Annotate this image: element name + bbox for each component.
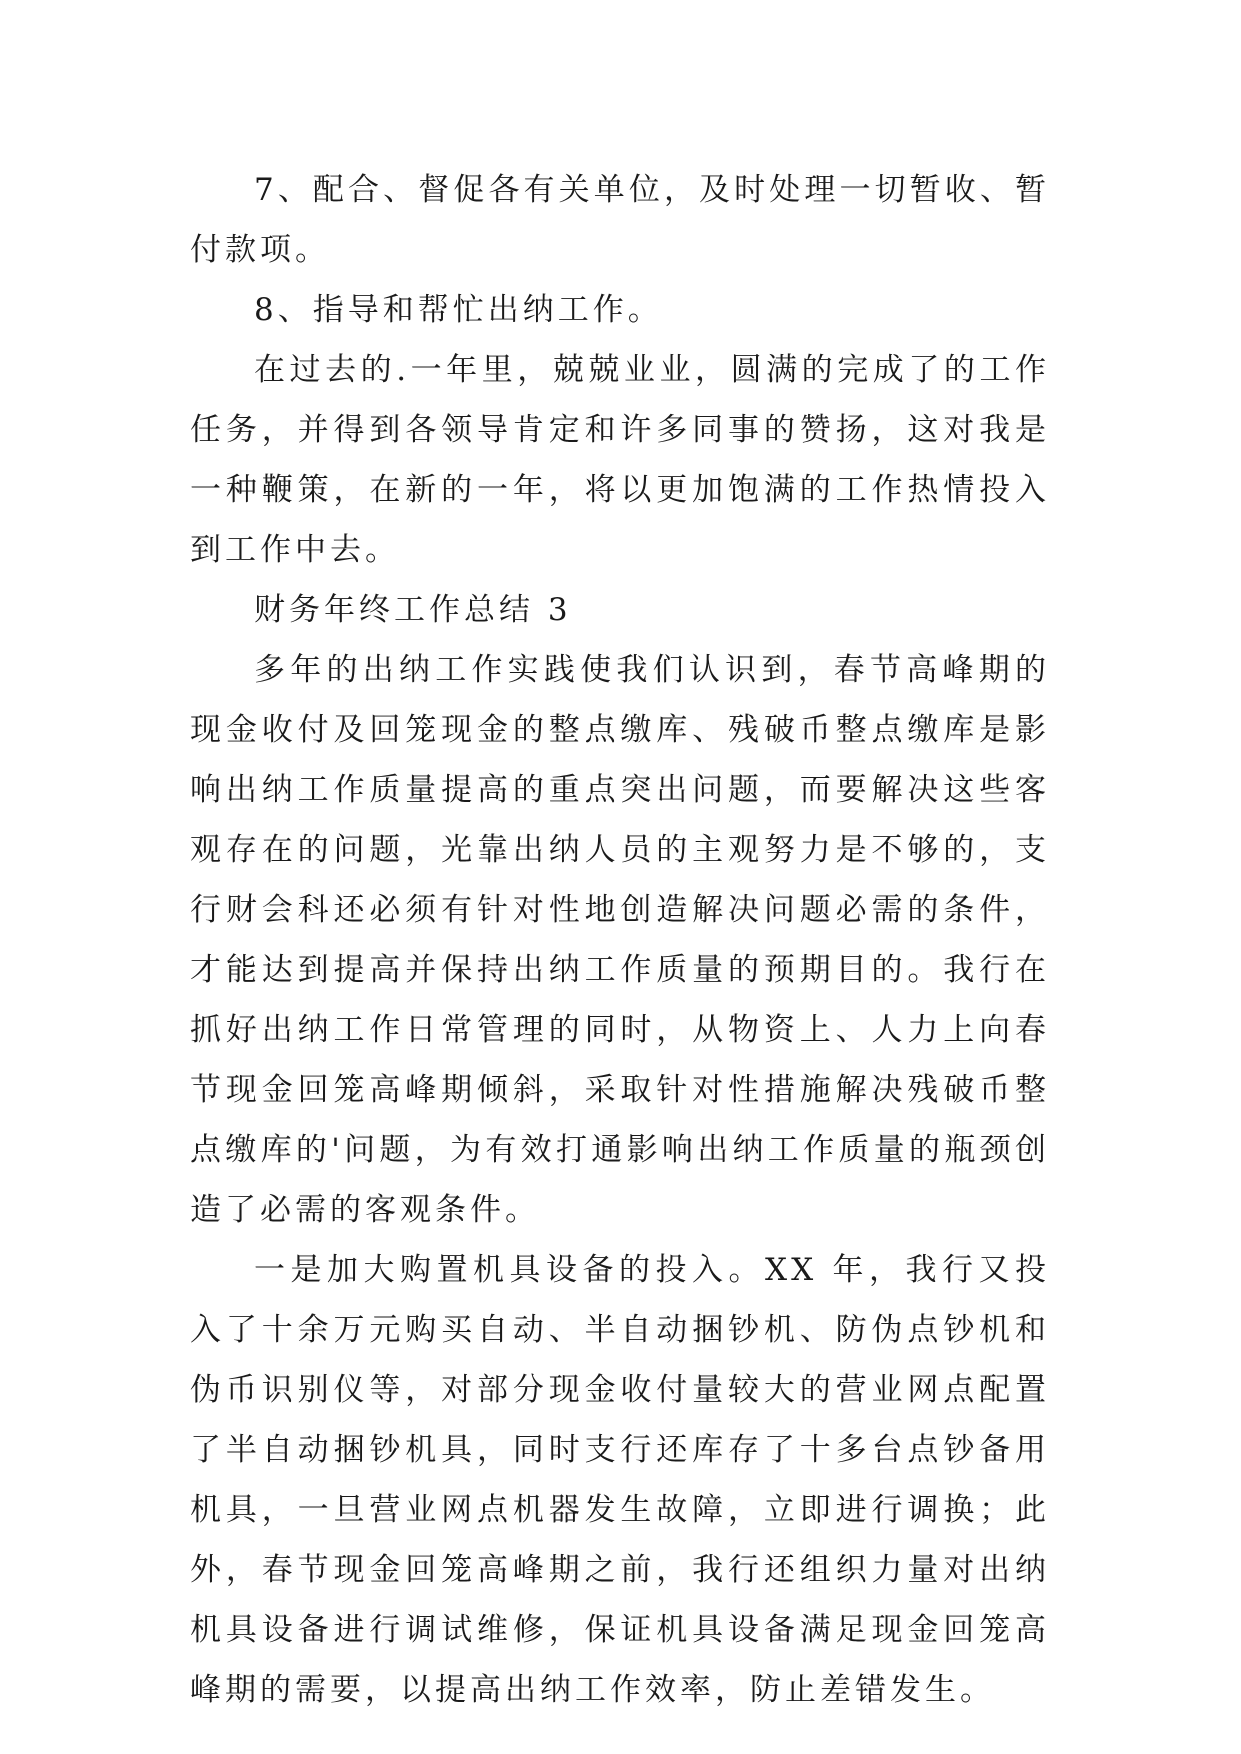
paragraph-equipment-investment: 一是加大购置机具设备的投入。XX 年，我行又投入了十余万元购买自动、半自动捆钞机、防伪点钞机和伪币识别仪等，对部分现金收付量较大的营业网点配置了半自动捆钞机具，同时支行还库存了十多台点钞备用机具，一旦营业网点机器发生故障，立即进行调换；此外，春节现金回笼高峰期之前，我行还组织力量对出纳机具设备进行调试维修，保证机具设备满足现金回笼高峰期的需要，以提高出纳工作效率，防止差错发生。 bbox=[190, 1252, 1050, 1708]
document-body bbox=[190, 160, 1050, 1720]
paragraph-cashier-practice: 多年的出纳工作实践使我们认识到，春节高峰期的现金收付及回笼现金的整点缴库、残破币整点缴库是影响出纳工作质量提高的重点突出问题，而要解决这些客观存在的问题，光靠出纳人员的主观努力是不够的，支行财会科还必须有针对性地创造解决问题必需的条件，才能达到提高并保持出纳工作质量的预期目的。我行在抓好出纳工作日常管理的同时，从物资上、人力上向春节现金回笼高峰期倾斜，采取针对性措施解决残破币整点缴库的'问题，为有效打通影响出纳工作质量的瓶颈创造了必需的客观条件。 bbox=[190, 652, 1050, 1228]
paragraph-item-8: 8、指导和帮忙出纳工作。 bbox=[254, 292, 663, 328]
section-heading: 财务年终工作总结 3 bbox=[254, 592, 572, 628]
paragraph-item-7: 7、配合、督促各有关单位，及时处理一切暂收、暂付款项。 bbox=[190, 172, 1050, 268]
paragraph-summary: 在过去的.一年里，兢兢业业，圆满的完成了的工作任务，并得到各领导肯定和许多同事的赞扬，这对我是一种鞭策，在新的一年，将以更加饱满的工作热情投入到工作中去。 bbox=[190, 352, 1050, 568]
